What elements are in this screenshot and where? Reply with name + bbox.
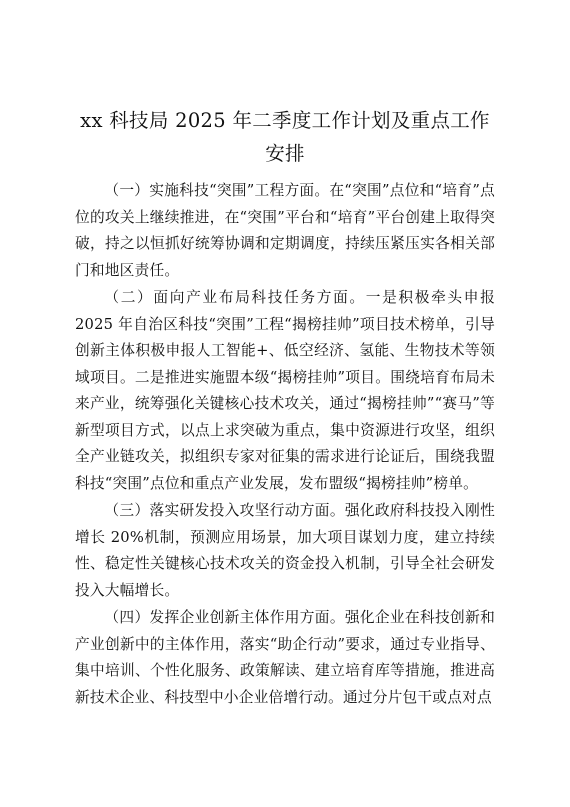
paragraph-3: （三）落实研发投入攻坚行动方面。强化政府科技投入刚性增长 20%机制，预测应用场景，加大项目谋划力度，建立持续性、稳定性关键核心技术攻关的资金投入机制，引导全社会研发投入大幅增长。 [75, 502, 495, 599]
paragraph-1: （一）实施科技“突围”工程方面。在“突围”点位和“培育”点位的攻关上继续推进，在“突围”平台和“培育”平台创建上取得突破，持之以恒抓好统筹协调和定期调度，持续压紧压实各相关部门和地区责任。 [75, 182, 495, 279]
paragraph-4: （四）发挥企业创新主体作用方面。强化企业在科技创新和产业创新中的主体作用，落实“助企行动”要求，通过专业指导、集中培训、个性化服务、政策解读、建立培育库等措施，推进高新技术企业、科技型中小企业倍增行动。通过分片包干或点对点 [75, 609, 495, 706]
document-page [75, 104, 495, 712]
document-title: xx 科技局 2025 年二季度工作计划及重点工作安排 [80, 109, 490, 165]
paragraph-2: （二）面向产业布局科技任务方面。一是积极牵头申报 2025 年自治区科技“突围”工程“揭榜挂帅”项目技术榜单，引导创新主体积极申报人工智能+、低空经济、氢能、生物技术等领域项目。二是推进实施盟本级“揭榜挂帅”项目。围绕培育布局未来产业，统筹强化关键核心技术攻关，通过“揭榜挂帅”“赛马”等新型项目方式，以点上求突破为重点，集中资源进行攻坚，组织全产业链攻关，拟组织专家对征集的需求进行论证后，围绕我盟科技“突围”点位和重点产业发展，发布盟级“揭榜挂帅”榜单。 [75, 289, 495, 492]
